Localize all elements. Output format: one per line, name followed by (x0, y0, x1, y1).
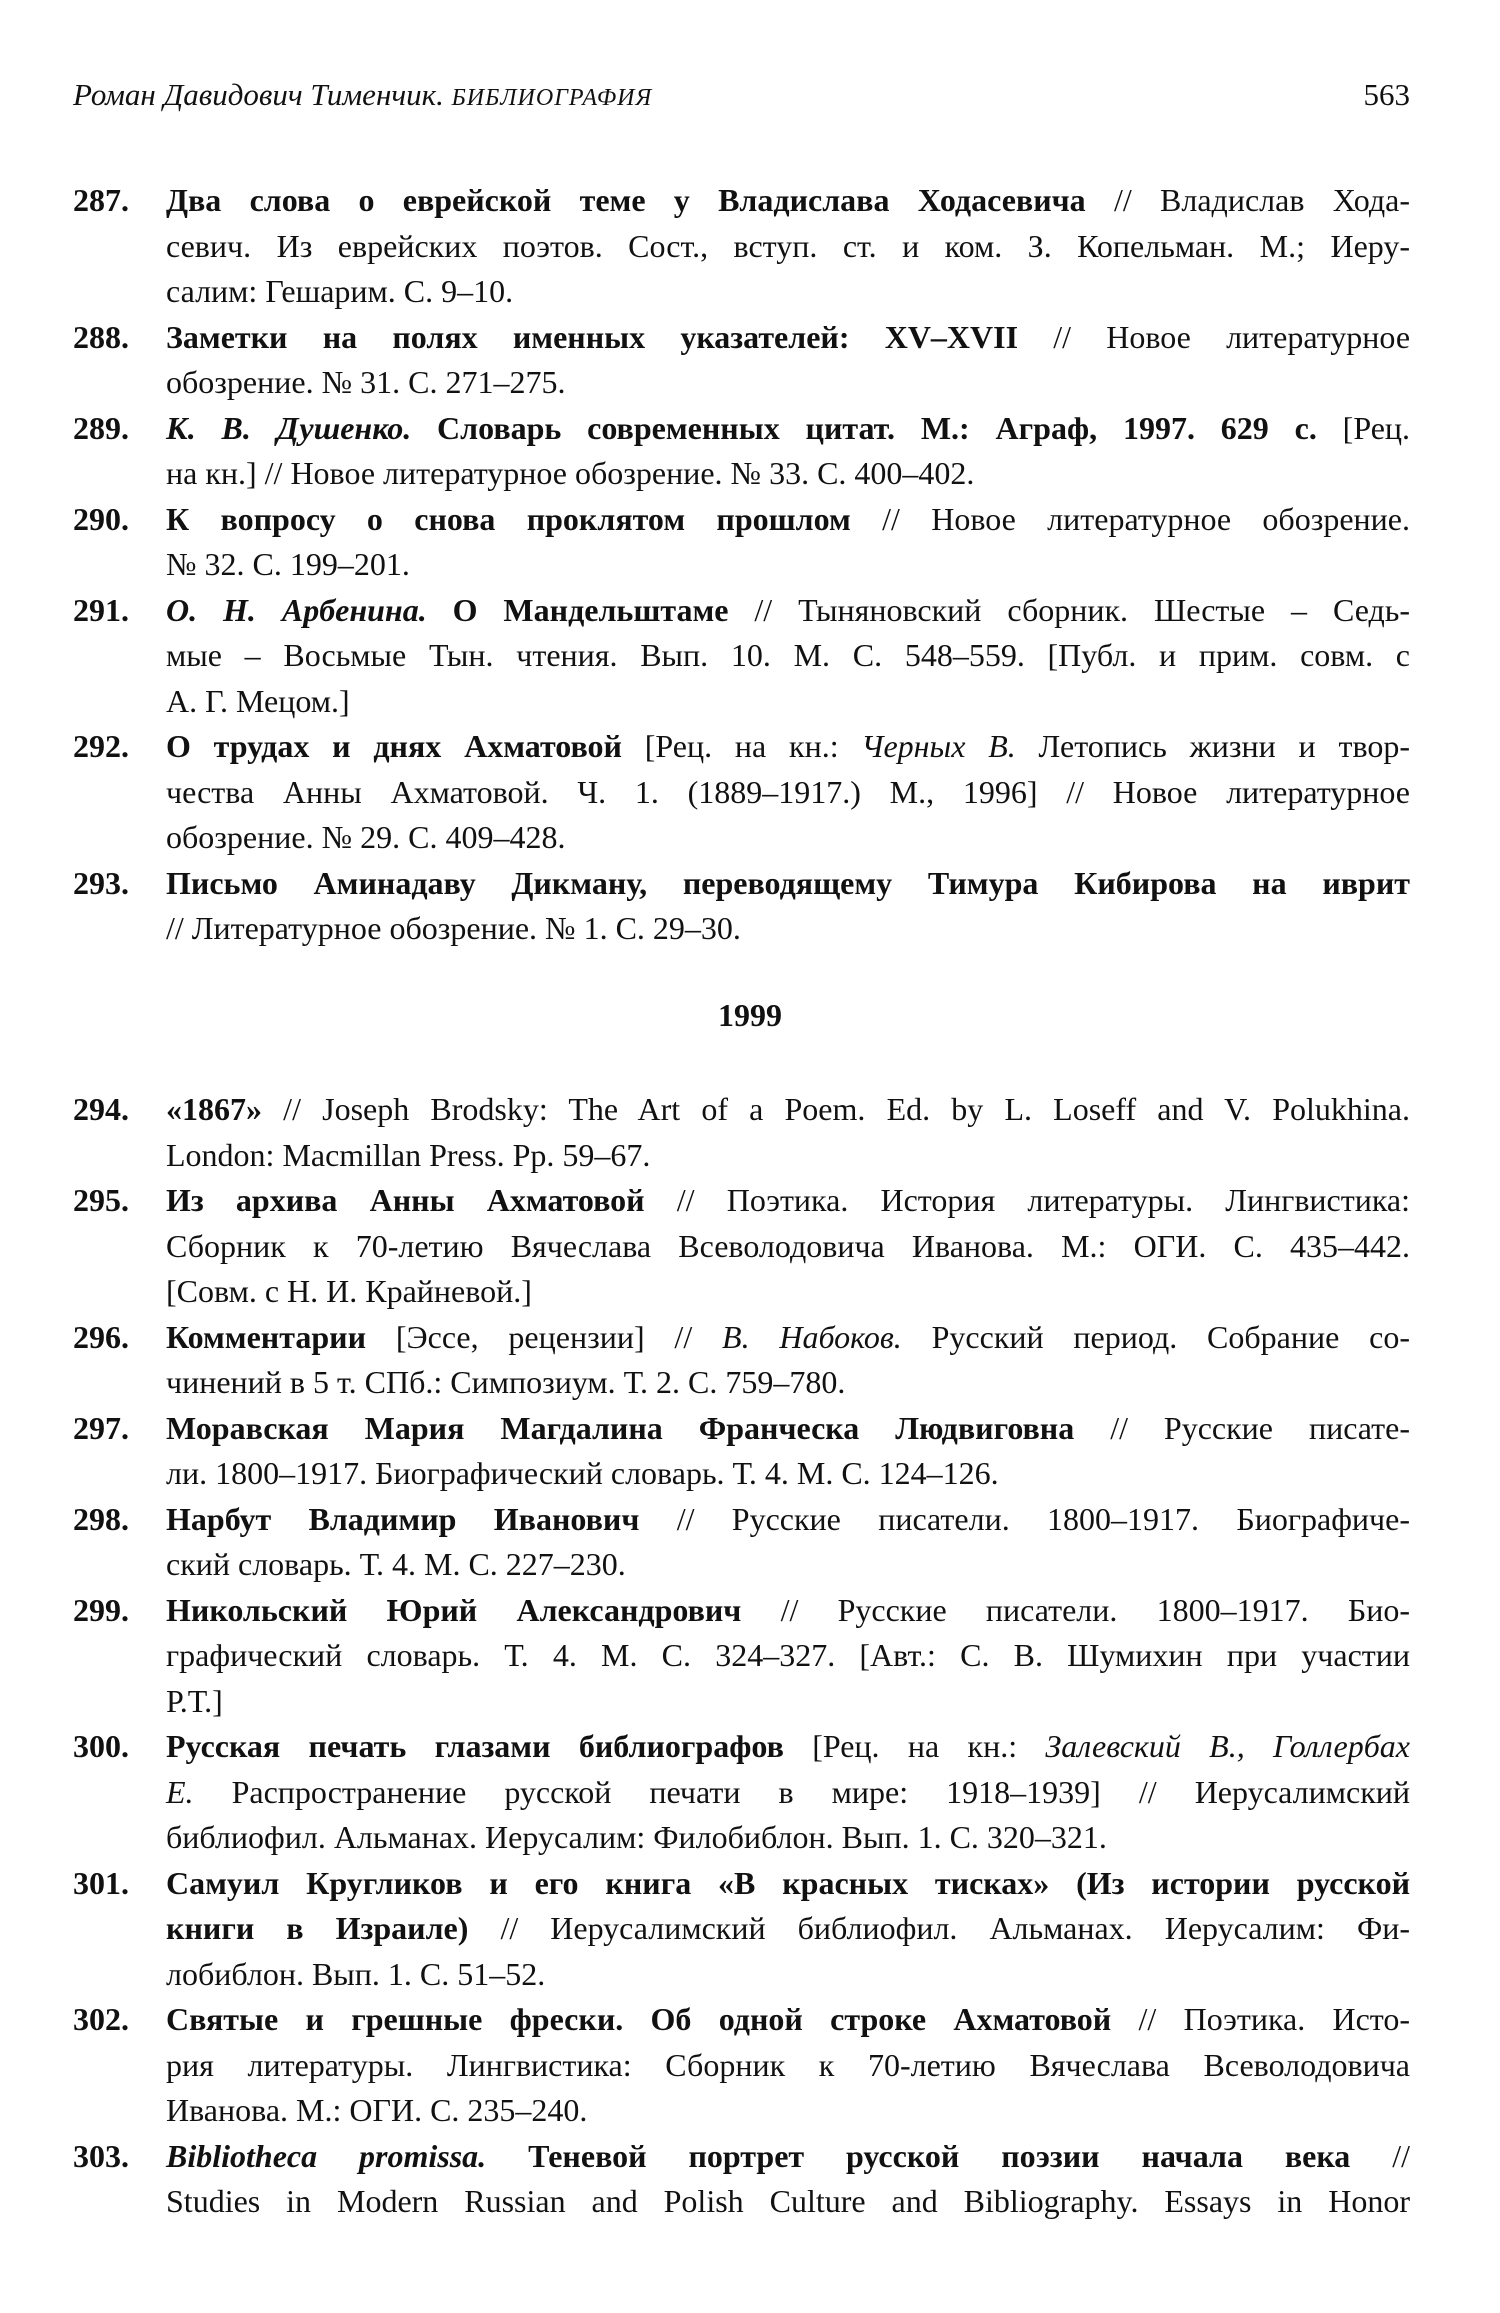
entry-line (166, 2179, 1410, 2225)
entry-line (166, 679, 1410, 725)
bibliography-section-1998 (73, 178, 1410, 952)
entry-title: Святые и грешные фрески. Об одной строке Ахматовой (166, 2001, 1112, 2037)
entry-line (166, 861, 1410, 907)
entry-line (166, 1087, 1410, 1133)
entry-title: Из архива Анны Ахматовой (166, 1182, 645, 1218)
entry-line (166, 1224, 1410, 1270)
entry-number: 294. (73, 1091, 129, 1127)
entry-line (166, 1770, 1410, 1816)
entry-text (166, 1588, 1410, 1725)
bibliography-entry (73, 1497, 1410, 1588)
entry-number: 299. (73, 1591, 129, 1628)
bibliography-entry (73, 315, 1410, 406)
entry-text (166, 1861, 1410, 1998)
entry-text (166, 315, 1410, 406)
cited-author: Черных В. (861, 728, 1016, 764)
entry-line (166, 315, 1410, 361)
entry-source: // Владислав Хода- (1113, 182, 1411, 218)
entry-line (166, 588, 1410, 634)
entry-source: библиофил. Альманах. Иерусалим: Филобиблон. Вып. 1. С. 320–321. (166, 1819, 1107, 1855)
cited-author: Е. (166, 1773, 194, 1810)
entry-line (166, 1497, 1410, 1543)
entry-number: 291. (73, 591, 129, 628)
entry-number: 302. (73, 2001, 129, 2037)
entry-line (166, 1997, 1410, 2043)
entry-source: чинений в 5 т. СПб.: Симпозиум. Т. 2. С. 759–780. (166, 1364, 846, 1400)
entry-source: ский словарь. Т. 4. М. С. 227–230. (166, 1546, 626, 1582)
entry-title: Русская печать глазами библиографов (166, 1728, 784, 1764)
entry-source: // Русские писате- (1110, 1409, 1411, 1446)
entry-source: // Новое литературное обозрение. (882, 500, 1411, 537)
entry-source: лобиблон. Вып. 1. С. 51–52. (166, 1955, 546, 1992)
entry-line (166, 1406, 1410, 1452)
entry-number: 298. (73, 1500, 129, 1537)
entry-line (166, 1815, 1410, 1861)
entry-title: Самуил Кругликов и его книга «В красных тисках» (Из истории русской (166, 1864, 1410, 1901)
entry-source: [Рец. на кн.: (644, 728, 839, 764)
entry-line (166, 1360, 1410, 1406)
year-heading: 1999 (718, 997, 782, 1033)
entry-text (166, 178, 1410, 315)
entry-text (166, 1497, 1410, 1588)
entry-source: мые – Восьмые Тын. чтения. Вып. 10. М. С. 548–559. [Публ. и прим. совм. с (166, 637, 1410, 673)
entry-source: рия литературы. Лингвистика: Сборник к 70-летию Вячеслава Всеволодовича (166, 2046, 1410, 2083)
entry-text (166, 1997, 1410, 2134)
entry-line (166, 633, 1410, 679)
bibliography-section-1999 (73, 1087, 1410, 2225)
bibliography-entry (73, 2134, 1410, 2225)
entry-text (166, 497, 1410, 588)
entry-source: // Новое литературное (1053, 318, 1411, 355)
entry-title: О трудах и днях Ахматовой (166, 728, 622, 764)
bibliography-entry (73, 724, 1410, 861)
entry-line (166, 224, 1410, 270)
entry-line (166, 1633, 1410, 1679)
entry-source: на кн.] // Новое литературное обозрение. № 33. С. 400–402. (166, 455, 975, 491)
bibliography-entry (73, 1997, 1410, 2134)
entry-number: 293. (73, 864, 129, 901)
entry-source: Летопись жизни и твор- (1038, 728, 1411, 764)
entry-source: салим: Гешарим. С. 9–10. (166, 273, 514, 309)
bibliography-entry (73, 497, 1410, 588)
entry-title: «1867» (166, 1091, 262, 1127)
entry-title: Письмо Аминадаву Дикману, переводящему Тимура Кибирова на иврит (166, 864, 1410, 901)
entry-text (166, 861, 1410, 952)
bibliography-entry (73, 1588, 1410, 1725)
entry-source: [Рец. (1342, 409, 1411, 446)
entry-line (166, 1542, 1410, 1588)
entry-author: Bibliotheca promissa. (166, 2137, 487, 2174)
entry-source: севич. Из еврейских поэтов. Сост., вступ. ст. и ком. З. Копельман. М.; Иеру- (166, 227, 1410, 264)
entry-title: Нарбут Владимир Иванович (166, 1500, 640, 1537)
entry-source: обозрение. № 29. С. 409–428. (166, 819, 566, 855)
entry-source: Русский период. Собрание со- (931, 1318, 1411, 1355)
entry-text (166, 724, 1410, 861)
cited-author: Залевский В., Голлербах (1045, 1728, 1411, 1764)
entry-source: Распространение русской печати в мире: 1918–1939] // Иерусалимский (231, 1773, 1411, 1810)
entry-title: О Мандельштаме (452, 591, 729, 628)
entry-source: Иванова. М.: ОГИ. С. 235–240. (166, 2092, 588, 2128)
entry-number: 296. (73, 1318, 129, 1355)
entry-source: Сборник к 70-летию Вячеслава Всеволодовича Иванова. М.: ОГИ. С. 435–442. (166, 1227, 1410, 1264)
page-number: 563 (1363, 77, 1410, 112)
entry-source: чества Анны Ахматовой. Ч. 1. (1889–1917.) М., 1996] // Новое литературное (166, 773, 1410, 810)
entry-source: // Русские писатели. 1800–1917. Био- (780, 1591, 1411, 1628)
bibliography-entry (73, 1178, 1410, 1315)
entry-line (166, 1679, 1410, 1725)
entry-source: [Совм. с Н. И. Крайневой.] (166, 1273, 532, 1309)
running-header (73, 72, 1410, 118)
bibliography-entry (73, 1861, 1410, 1998)
entry-source: // Иерусалимский библиофил. Альманах. Иерусалим: Фи- (500, 1910, 1411, 1946)
entry-line (166, 1724, 1410, 1770)
bibliography-entry (73, 1406, 1410, 1497)
entry-source: // Поэтика. Исто- (1138, 2001, 1411, 2037)
entry-title: Никольский Юрий Александрович (166, 1591, 742, 1628)
entry-line (166, 178, 1410, 224)
entry-number: 297. (73, 1409, 129, 1446)
entry-line (166, 542, 1410, 588)
entry-line (166, 815, 1410, 861)
entry-text (166, 1178, 1410, 1315)
running-title (73, 72, 652, 121)
entry-line (166, 2134, 1410, 2180)
entry-title: Теневой портрет русской поэзии начала века (528, 2137, 1351, 2174)
entry-source: обозрение. № 31. С. 271–275. (166, 364, 566, 400)
entry-source: // (1392, 2137, 1411, 2174)
entry-source: // Поэтика. История литературы. Лингвистика: (676, 1182, 1411, 1218)
entry-line (166, 1269, 1410, 1315)
entry-source: графический словарь. Т. 4. М. С. 324–327. [Авт.: С. В. Шумихин при участии (166, 1637, 1410, 1673)
entry-text (166, 1724, 1410, 1861)
bibliography-entry (73, 178, 1410, 315)
entry-number: 300. (73, 1728, 129, 1764)
entry-line (166, 1952, 1410, 1998)
entry-source: ли. 1800–1917. Биографический словарь. Т. 4. М. С. 124–126. (166, 1455, 999, 1491)
entry-source: [Эссе, рецензии] // (395, 1318, 693, 1355)
entry-author: К. В. Душенко. (166, 409, 412, 446)
entry-text (166, 1315, 1410, 1406)
entry-title: Заметки на полях именных указателей: XV–XVII (166, 318, 1019, 355)
entry-text (166, 406, 1410, 497)
entry-number: 289. (73, 409, 129, 446)
entry-number: 295. (73, 1182, 129, 1218)
bibliography-entry (73, 406, 1410, 497)
entry-text (166, 1406, 1410, 1497)
entry-line (166, 2043, 1410, 2089)
entry-source: // Литературное обозрение. № 1. С. 29–30. (166, 910, 741, 946)
entry-number: 290. (73, 500, 129, 537)
bibliography-entry (73, 1724, 1410, 1861)
entry-line (166, 1588, 1410, 1634)
bibliography-entry (73, 861, 1410, 952)
entry-line (166, 1906, 1410, 1952)
entry-line (166, 2088, 1410, 2134)
entry-line (166, 360, 1410, 406)
entry-number: 287. (73, 182, 129, 218)
entry-source: // Тыняновский сборник. Шестые – Седь- (754, 591, 1410, 628)
entry-title: книги в Израиле) (166, 1910, 469, 1946)
entry-line (166, 770, 1410, 816)
entry-author: О. Н. Арбенина. (166, 591, 427, 628)
entry-source: // Русские писатели. 1800–1917. Биографиче- (676, 1500, 1411, 1537)
entry-number: 301. (73, 1864, 129, 1901)
entry-line (166, 497, 1410, 543)
entry-number: 288. (73, 318, 129, 355)
entry-line (166, 724, 1410, 770)
entry-line (166, 906, 1410, 952)
entry-line (166, 1133, 1410, 1179)
entry-source: А. Г. Мецом.] (166, 682, 350, 719)
entry-line (166, 269, 1410, 315)
entry-title: Моравская Мария Магдалина Франческа Людвиговна (166, 1409, 1075, 1446)
entry-line (166, 451, 1410, 497)
cited-author: В. Набоков. (722, 1318, 902, 1355)
entry-number: 303. (73, 2137, 129, 2174)
entry-line (166, 1861, 1410, 1907)
entry-source: № 32. С. 199–201. (166, 546, 410, 582)
entry-source: [Рец. на кн.: (812, 1728, 1018, 1764)
entry-title: К вопросу о снова проклятом прошлом (166, 500, 851, 537)
bibliography-entry (73, 1087, 1410, 1178)
entry-title: Комментарии (166, 1318, 367, 1355)
entry-text (166, 2134, 1410, 2225)
bibliography-entry (73, 1315, 1410, 1406)
entry-line (166, 1178, 1410, 1224)
entry-title: Словарь современных цитат. М.: Аграф, 1997. 629 с. (437, 409, 1317, 446)
entry-number: 292. (73, 728, 129, 764)
entry-source: Studies in Modern Russian and Polish Culture and Bibliography. Essays in Honor (166, 2183, 1410, 2219)
entry-text (166, 588, 1410, 725)
bibliography-entry (73, 588, 1410, 725)
entry-title: Два слова о еврейской теме у Владислава Ходасевича (166, 182, 1086, 218)
entry-source: // Joseph Brodsky: The Art of a Poem. Ed. by L. Loseff and V. Polukhina. (283, 1091, 1411, 1127)
running-title-section: БИБЛИОГРАФИЯ (451, 85, 653, 111)
entry-line (166, 406, 1410, 452)
entry-source: Р.Т.] (166, 1682, 223, 1719)
entry-source: London: Macmillan Press. Pp. 59–67. (166, 1136, 651, 1173)
running-title-author: Роман Давидович Тименчик. (73, 77, 444, 112)
entry-text (166, 1087, 1410, 1178)
entry-line (166, 1315, 1410, 1361)
entry-line (166, 1451, 1410, 1497)
